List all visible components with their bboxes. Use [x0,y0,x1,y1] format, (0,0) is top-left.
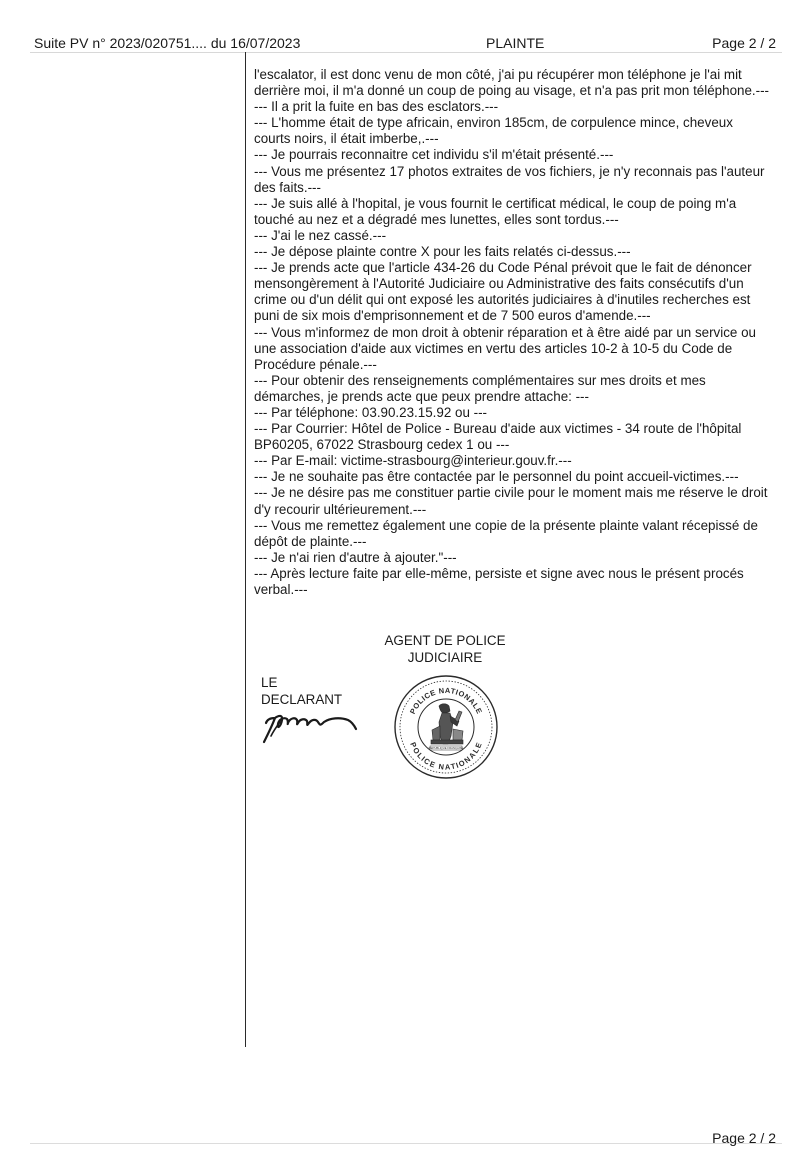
seal-emblem-icon [431,704,463,744]
statement-paragraph: --- Je pourrais reconnaitre cet individu s'il m'était présenté.--- [254,147,614,163]
seal-top-text: POLICE NATIONALE [407,685,485,716]
statement-paragraph: --- Après lecture faite par elle-même, persiste et signe avec nous le présent procés verbal.--- [254,565,744,597]
police-nationale-seal [393,674,499,780]
statement-paragraph: --- Vous me remettez également une copie de la présente plainte valant récepissé de dépôt de plainte.--- [254,517,758,549]
footer-page-number: Page 2 / 2 [712,1130,776,1146]
statement-paragraph: --- Par Courrier: Hôtel de Police - Bureau d'aide aux victimes - 34 route de l'hôpital BP60205, 67022 Strasbourg cedex 1 ou --- [254,421,742,453]
statement-body [254,67,773,598]
document-type: PLAINTE [486,35,545,51]
statement-paragraph: --- Je dépose plainte contre X pour les faits relatés ci-dessus.--- [254,244,631,260]
statement-paragraph: l'escalator, il est donc venu de mon côté, j'ai pu récupérer mon téléphone je l'ai mit derrière moi, il m'a donné un coup de poing au visage, et n'a pas prit mon téléphone.--- [254,67,770,99]
header-page-number: Page 2 / 2 [712,35,776,51]
statement-paragraph: --- Je suis allé à l'hopital, je vous fournit le certificat médical, le coup de poing m'a touché au nez et a dégradé mes lunettes, elles sont tordus.--- [254,195,737,227]
statement-paragraph: --- J'ai le nez cassé.--- [254,227,387,243]
seal-bottom-text: POLICE NATIONALE [408,740,484,772]
statement-paragraph: --- Je n'ai rien d'autre à ajouter."--- [254,549,457,565]
handwritten-signature [258,706,362,746]
statement-paragraph: --- Je ne souhaite pas être contactée par le personnel du point accueil-victimes.--- [254,469,739,485]
agent-title-line1: AGENT DE POLICE [384,633,506,648]
statement-paragraph: --- Par téléphone: 03.90.23.15.92 ou --- [254,404,487,420]
declarant-signature-block [261,675,342,708]
footer-rule [30,1143,782,1144]
statement-paragraph: --- Par E-mail: victime-strasbourg@interieur.gouv.fr.--- [254,453,572,469]
statement-paragraph: --- Vous m'informez de mon droit à obtenir réparation et à être aidé par un service ou une association d'aide aux victimes en vertu des articles 10-2 à 10-5 du Code de Procédure pénale.--- [254,324,756,372]
statement-paragraph: --- L'homme était de type africain, environ 185cm, de corpulence mince, cheveux courts noirs, il était imberbe,.--- [254,115,733,147]
seal-band-text: REPUBLIQUE FRANÇAISE [428,746,464,751]
margin-line [245,52,246,1047]
header-rule [30,52,782,53]
page-header [30,33,776,53]
statement-paragraph: --- Vous me présentez 17 photos extraites de vos fichiers, je n'y reconnais pas l'auteur des faits.--- [254,163,765,195]
statement-paragraph: --- Il a prit la fuite en bas des esclators.--- [254,99,499,115]
statement-paragraph: --- Pour obtenir des renseignements complémentaires sur mes droits et mes démarches, je prends acte que peux prendre attache: --- [254,372,706,404]
agent-signature-block [360,633,530,666]
declarant-title-line2: DECLARANT [261,691,343,707]
statement-paragraph: --- Je ne désire pas me constituer partie civile pour le moment mais me réserve le droit d'y recourir ultérieurement.--- [254,485,768,517]
pv-reference: Suite PV n° 2023/020751.... du 16/07/2023 [34,35,301,51]
declarant-title-line1: LE [261,675,278,690]
statement-paragraph: --- Je prends acte que l'article 434-26 du Code Pénal prévoit que le fait de dénoncer mensongèrement à l'Autorité Judiciaire ou Administrative des faits consécutifs d'un crime ou d'un délit qui ont exposé les autorités judiciaires à d'inutiles recherches est puni de six mois d'emprisonnement et de 7 500 euros d'amende.--- [254,260,752,324]
agent-title-line2: JUDICIAIRE [407,649,483,665]
